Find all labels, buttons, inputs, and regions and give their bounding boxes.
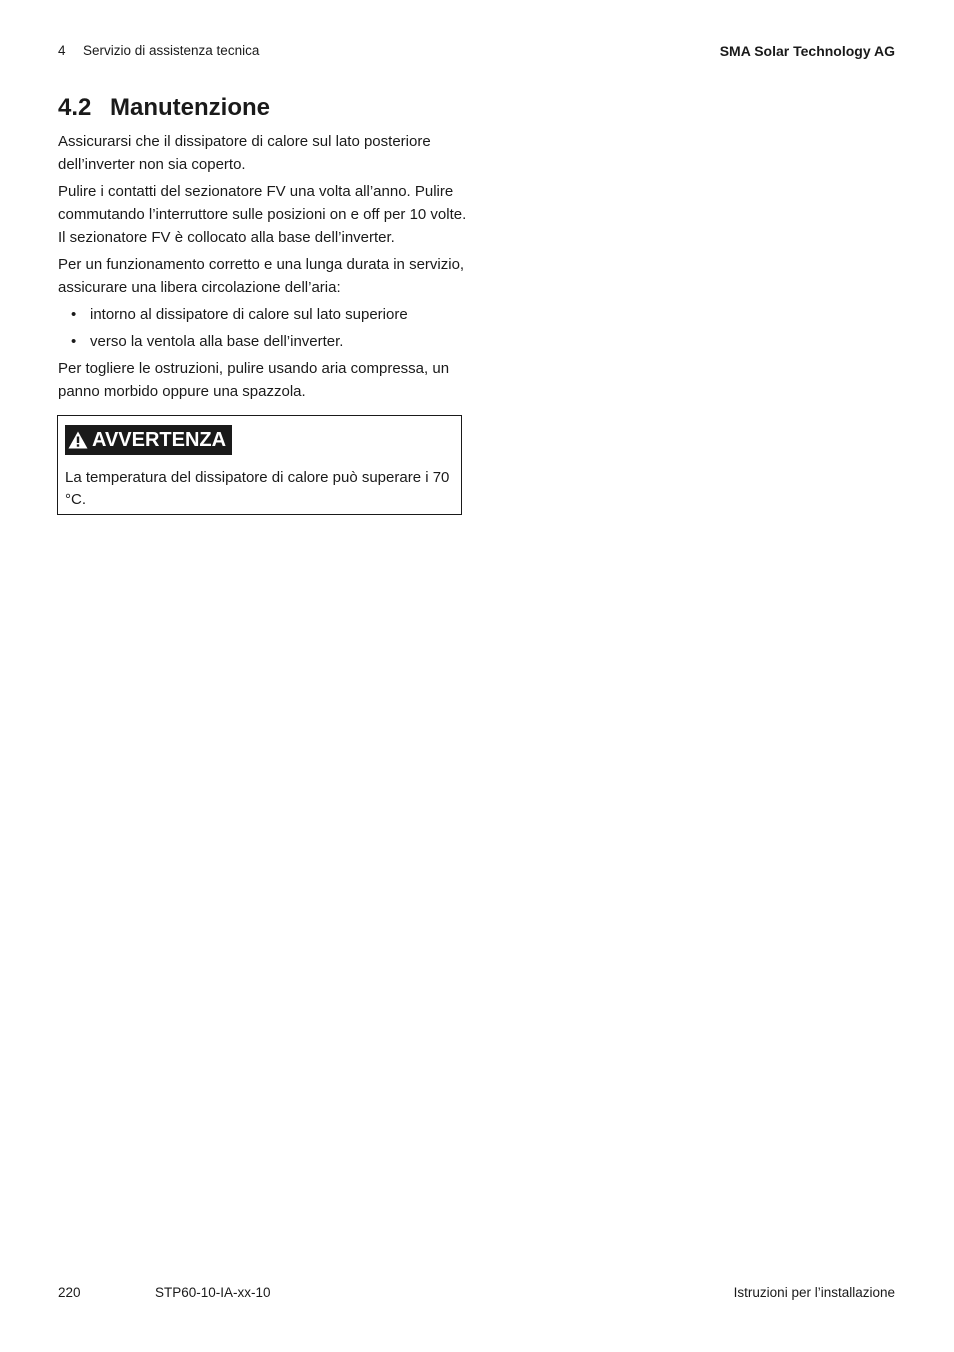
bullet-dot: • bbox=[71, 333, 77, 350]
page-header bbox=[58, 43, 895, 61]
warning-box bbox=[57, 415, 462, 515]
warning-label-text: AVVERTENZA bbox=[92, 429, 227, 451]
paragraph-cleaning: Per togliere le ostruzioni, pulire usando aria compressa, un panno morbido oppure una spazzola. bbox=[58, 360, 450, 400]
warning-text: La temperatura del dissipatore di calore può superare i 70 °C. bbox=[65, 469, 450, 508]
section-number: 4.2 bbox=[58, 94, 92, 121]
document-type: Istruzioni per l’installazione bbox=[733, 1285, 895, 1300]
list-item bbox=[58, 330, 468, 353]
paragraph-heatsink: Assicurarsi che il dissipatore di calore sul lato posteriore dell’inverter non sia coperto. bbox=[58, 133, 431, 173]
chapter-number: 4 bbox=[58, 43, 66, 58]
chapter-title: Servizio di assistenza tecnica bbox=[83, 43, 260, 58]
warning-triangle-icon bbox=[68, 431, 88, 449]
company-name: SMA Solar Technology AG bbox=[719, 43, 895, 59]
page-number: 220 bbox=[58, 1285, 81, 1300]
paragraph-disconnector: Pulire i contatti del sezionatore FV una volta all’anno. Pulire commutando l’interruttore sulle posizioni on e off per 10 volte. Il sezionatore FV è collocato alla base dell’inverter. bbox=[58, 183, 467, 246]
bullet-list bbox=[58, 303, 468, 353]
list-item-text: verso la ventola alla base dell’inverter. bbox=[90, 333, 344, 350]
document-code: STP60-10-IA-xx-10 bbox=[155, 1285, 271, 1300]
list-item bbox=[58, 303, 468, 326]
bullet-dot: • bbox=[71, 306, 77, 323]
main-content bbox=[58, 92, 468, 407]
section-title: Manutenzione bbox=[110, 94, 270, 121]
page-footer bbox=[58, 1285, 895, 1303]
paragraph-airflow: Per un funzionamento corretto e una lunga durata in servizio, assicurare una libera circolazione dell’aria: bbox=[58, 256, 465, 296]
warning-label bbox=[65, 425, 232, 455]
section-heading bbox=[58, 92, 468, 124]
list-item-text: intorno al dissipatore di calore sul lato superiore bbox=[90, 306, 408, 323]
